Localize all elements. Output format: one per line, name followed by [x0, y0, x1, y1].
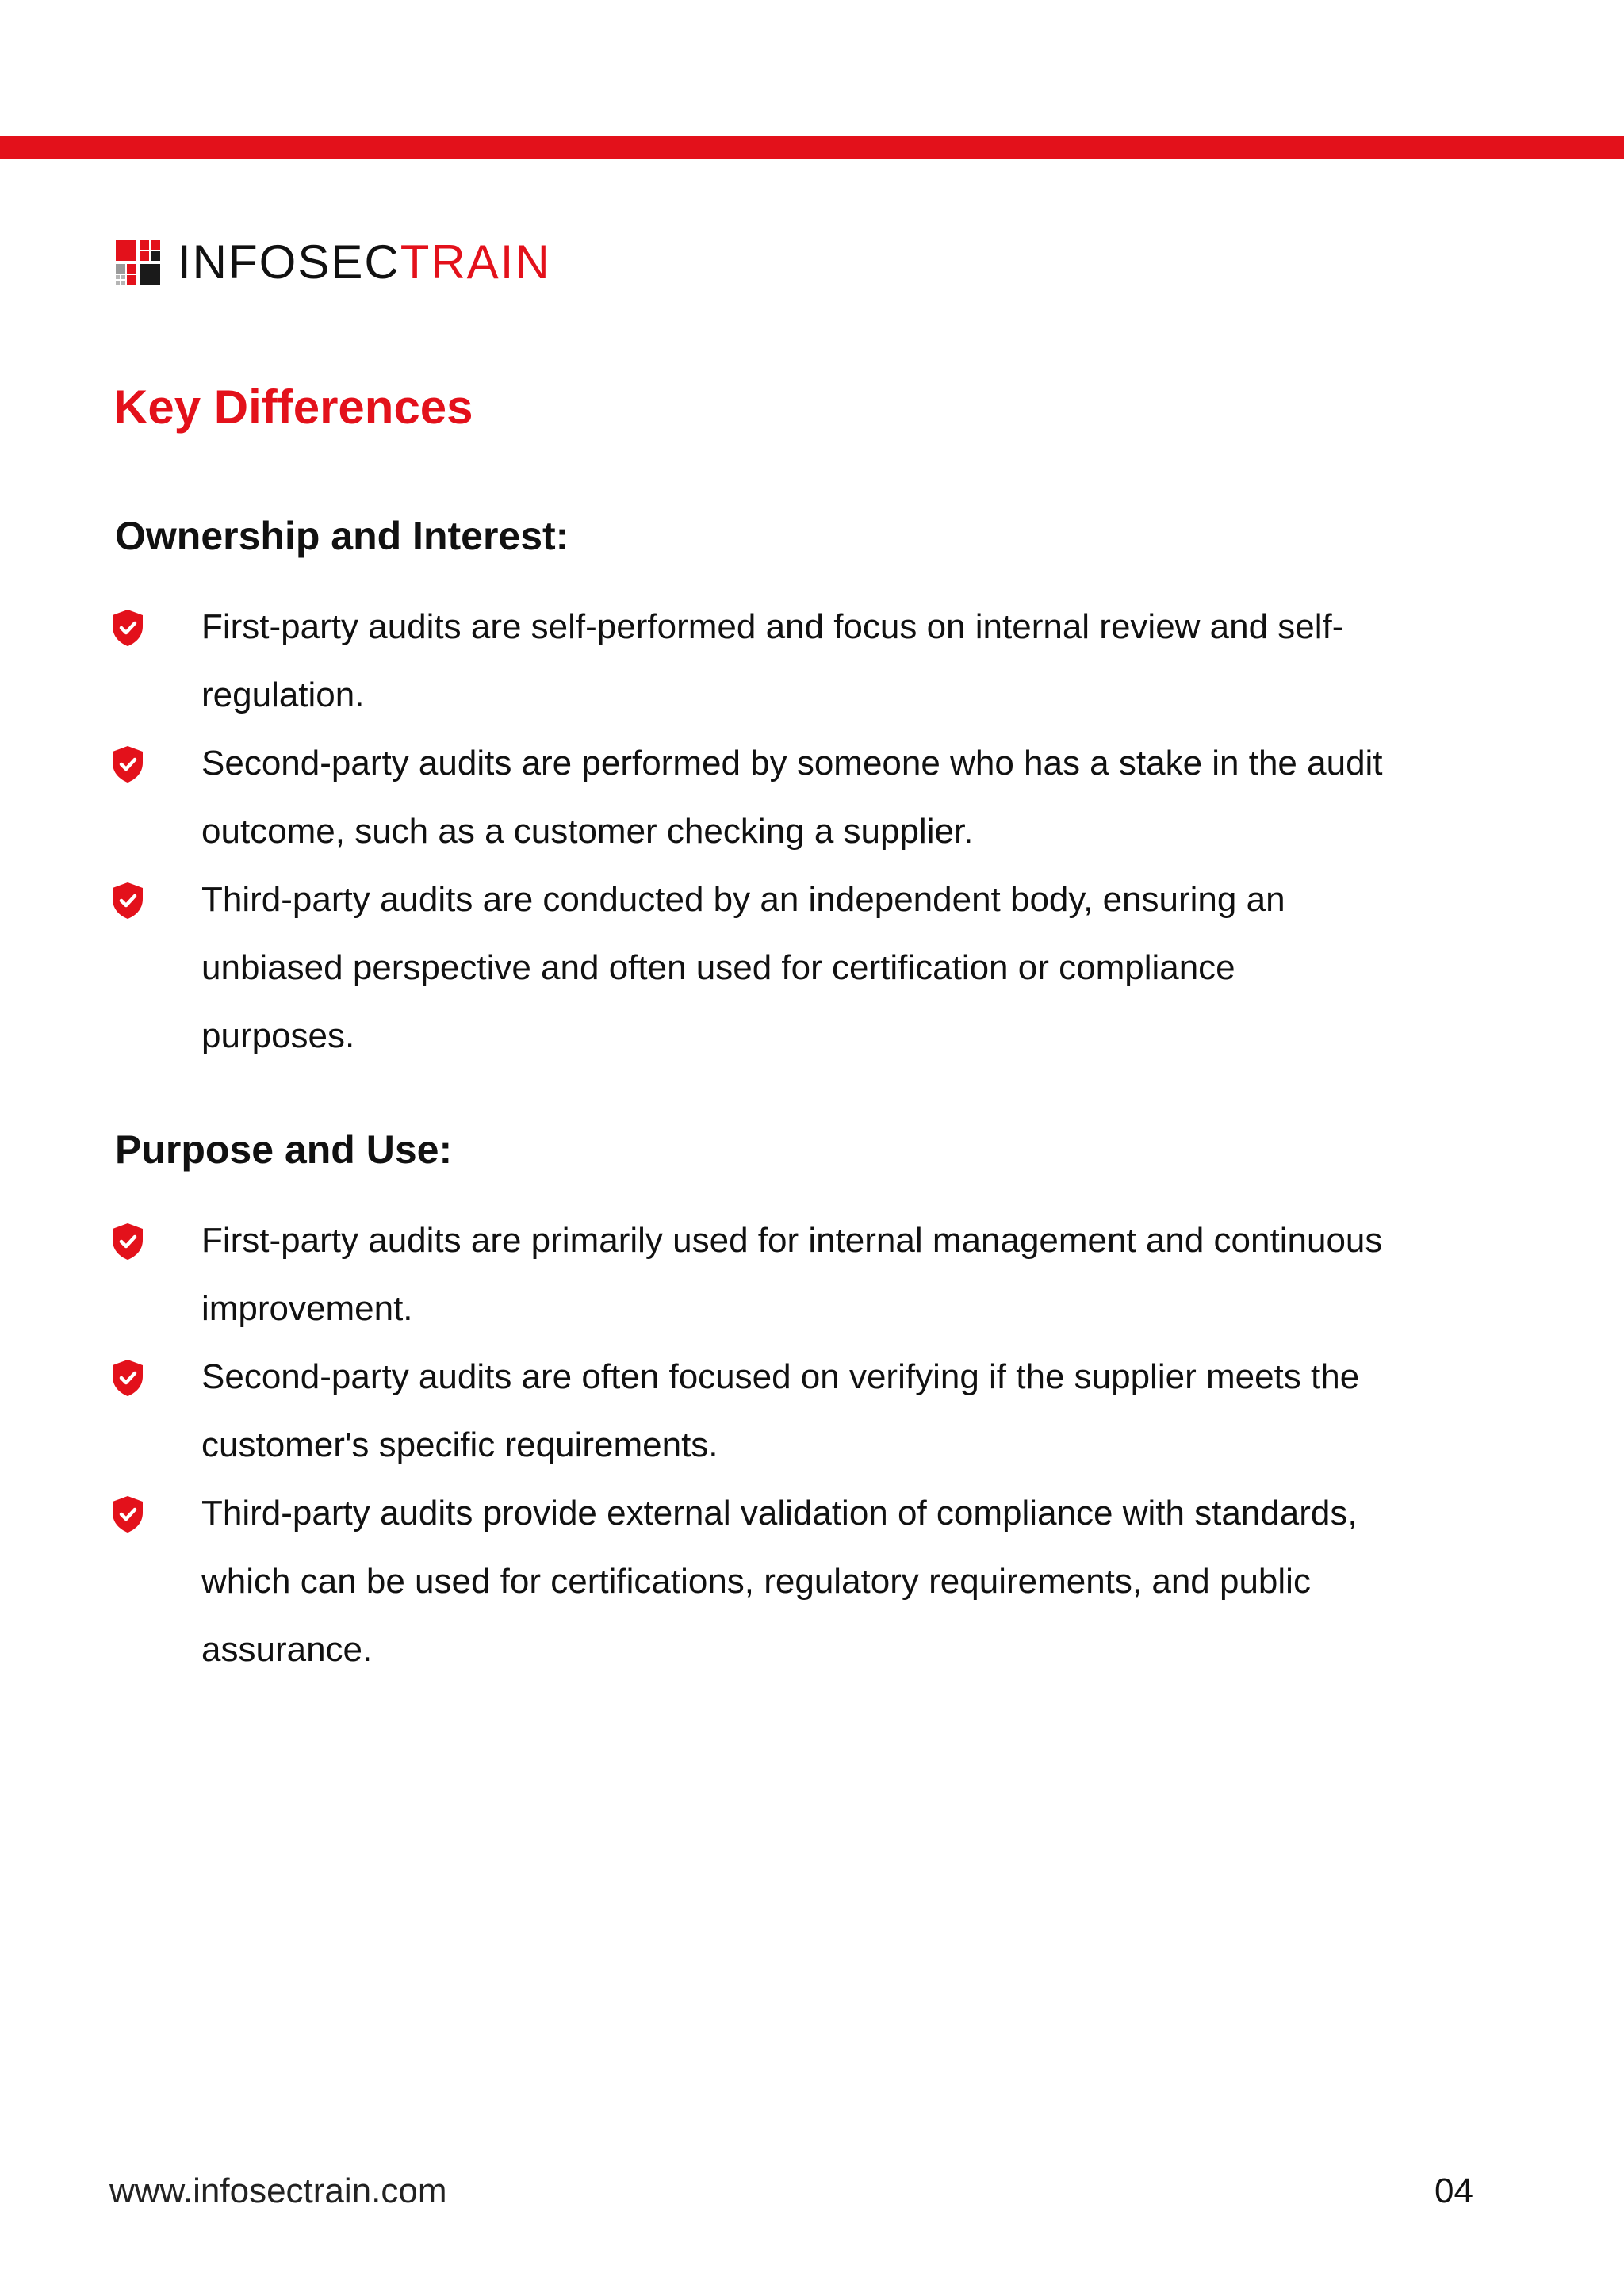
shield-check-icon [111, 1495, 144, 1533]
brand-name [178, 235, 551, 289]
footer-website-link[interactable]: www.infosectrain.com [109, 2172, 447, 2210]
page-number: 04 [1434, 2172, 1473, 2210]
shield-check-icon [111, 609, 144, 647]
top-accent-bar [0, 136, 1624, 159]
shield-check-icon [111, 882, 144, 920]
brand-name-part2: TRAIN [400, 235, 551, 289]
list-item [111, 729, 1396, 866]
page-title: Key Differences [113, 381, 473, 434]
brand-logo [116, 235, 551, 289]
list-item-text: Third-party audits are conducted by an independent body, ensuring an unbiased perspective and often used for certification or compliance purposes. [201, 880, 1285, 1055]
list-item-text: Second-party audits are performed by someone who has a stake in the audit outcome, such as a customer checking a supplier. [201, 744, 1383, 851]
section-heading-ownership: Ownership and Interest: [115, 514, 569, 558]
shield-check-icon [111, 745, 144, 783]
list-item [111, 1479, 1396, 1684]
logo-grid-icon [116, 240, 160, 285]
list-item [111, 1207, 1396, 1343]
list-item [111, 1343, 1396, 1479]
shield-check-icon [111, 1359, 144, 1397]
shield-check-icon [111, 1223, 144, 1261]
list-item-text: First-party audits are primarily used for internal management and continuous improvement. [201, 1221, 1383, 1328]
list-item-text: Third-party audits provide external validation of compliance with standards, which can be used for certifications, regulatory requirements, and public assurance. [201, 1494, 1358, 1669]
brand-name-part1: INFOSEC [178, 235, 400, 289]
section-heading-purpose: Purpose and Use: [115, 1127, 453, 1172]
purpose-bullet-list [111, 1207, 1396, 1684]
list-item [111, 593, 1396, 729]
list-item-text: Second-party audits are often focused on verifying if the supplier meets the customer's specific requirements. [201, 1357, 1360, 1464]
list-item [111, 866, 1396, 1070]
list-item-text: First-party audits are self-performed and focus on internal review and self-regulation. [201, 607, 1344, 714]
ownership-bullet-list [111, 593, 1396, 1070]
